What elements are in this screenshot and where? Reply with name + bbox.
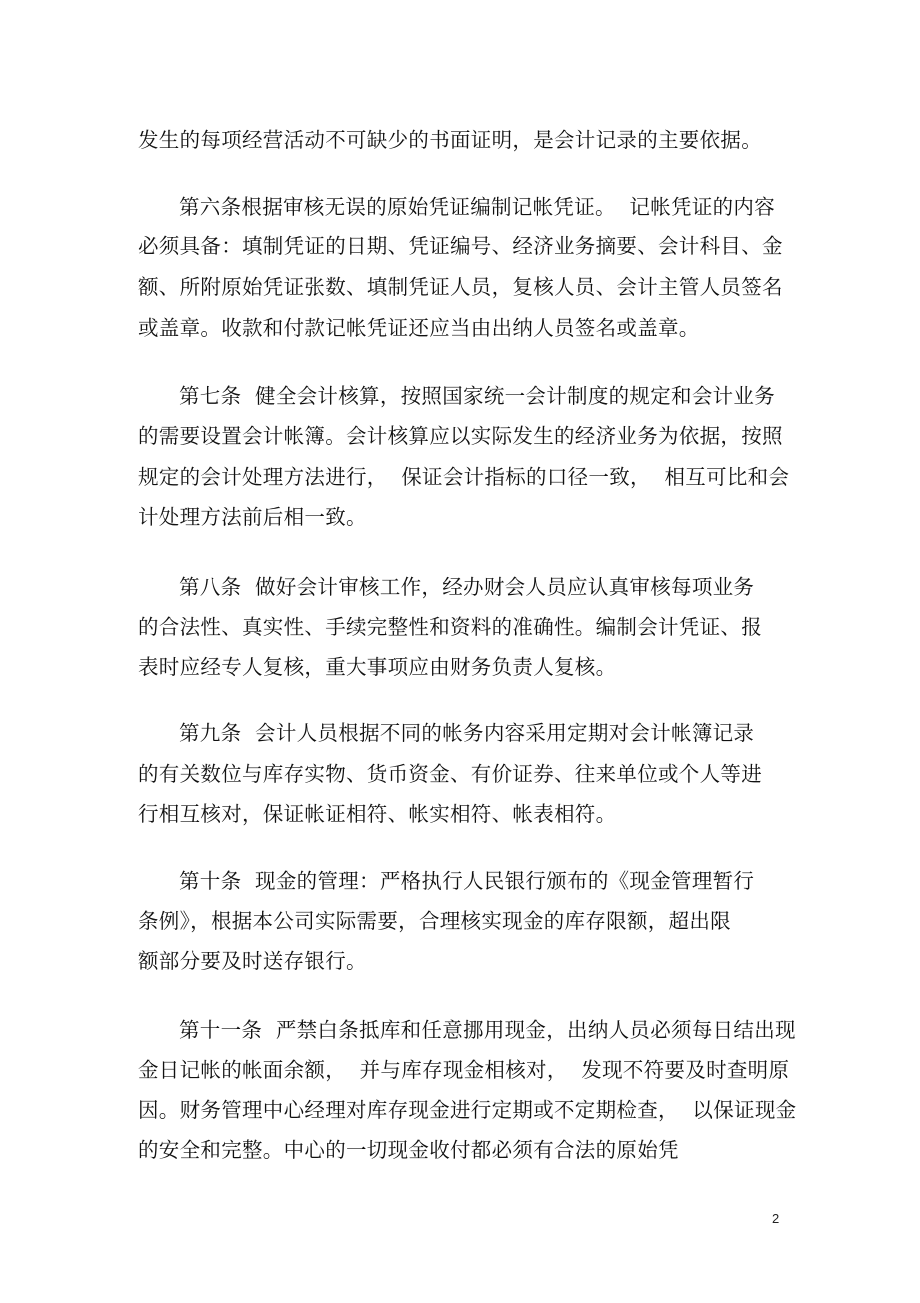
article-11-line-4: 的安全和完整。中心的一切现金收付都必须有合法的原始凭	[138, 1138, 679, 1162]
article-9-line-1: 第九条 会计人员根据不同的帐务内容采用定期对会计帐簿记录	[179, 721, 755, 745]
article-6-line-3: 额、所附原始凭证张数、填制凭证人员，复核人员、会计主管人员签名	[138, 275, 783, 299]
article-10-line-2: 条例》，根据本公司实际需要，合理核实现金的库存限额，超出限	[138, 909, 731, 933]
article-6-line-1: 第六条根据审核无误的原始凭证编制记帐凭证。 记帐凭证的内容	[179, 195, 776, 219]
article-7-line-4: 计处理方法前后相一致。	[138, 505, 367, 529]
article-11-line-2: 金日记帐的帐面余额， 并与库存现金相核对， 发现不符要及时查明原	[138, 1058, 790, 1082]
article-8-line-3: 表时应经专人复核，重大事项应由财务负责人复核。	[138, 655, 617, 679]
article-6-line-2: 必须具备：填制凭证的日期、凭证编号、经济业务摘要、会计科目、金	[138, 234, 783, 258]
article-7-line-2: 的需要设置会计帐簿。会计核算应以实际发生的经济业务为依据，按照	[138, 424, 783, 448]
paragraph-1-line-1: 发生的每项经营活动不可缺少的书面证明，是会计记录的主要依据。	[138, 128, 762, 152]
article-9-line-2: 的有关数位与库存实物、货币资金、有价证券、往来单位或个人等进	[138, 762, 762, 786]
article-10-line-1: 第十条 现金的管理：严格执行人民银行颁布的《现金管理暂行	[179, 869, 755, 893]
article-11-line-3: 因。财务管理中心经理对库存现金进行定期或不定期检查， 以保证现金	[138, 1098, 797, 1122]
article-11-line-1: 第十一条 严禁白条抵库和任意挪用现金，出纳人员必须每日结出现	[179, 1018, 796, 1042]
article-6-line-4: 或盖章。收款和付款记帐凭证还应当由出纳人员签名或盖章。	[138, 316, 700, 340]
article-10-line-3: 额部分要及时送存银行。	[138, 949, 367, 973]
article-7-line-3: 规定的会计处理方法进行， 保证会计指标的口径一致， 相互可比和会	[138, 465, 790, 489]
article-8-line-2: 的合法性、真实性、手续完整性和资料的准确性。编制会计凭证、报	[138, 615, 762, 639]
article-9-line-3: 行相互核对，保证帐证相符、帐实相符、帐表相符。	[138, 802, 617, 826]
page-number: 2	[772, 1211, 780, 1226]
article-8-line-1: 第八条 做好会计审核工作，经办财会人员应认真审核每项业务	[179, 575, 755, 599]
article-7-line-1: 第七条 健全会计核算，按照国家统一会计制度的规定和会计业务	[179, 384, 776, 408]
